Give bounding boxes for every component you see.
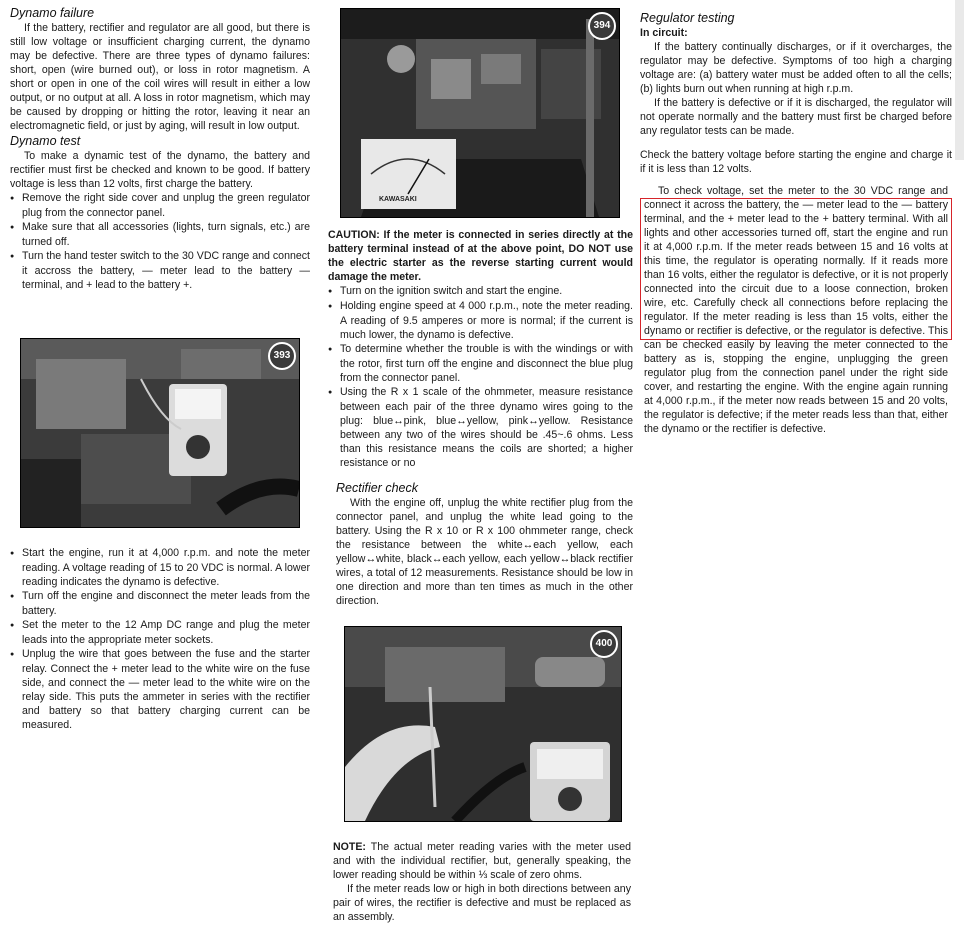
figure-number-badge: 393 xyxy=(268,342,296,370)
meter-brand-label: KAWASAKI xyxy=(379,196,417,203)
heading-dynamo-test: Dynamo test xyxy=(10,134,81,148)
list-item: ● Turn on the ignition switch and start the engine. xyxy=(328,284,633,299)
note-text: The actual meter reading varies with the meter used and with the individual rectifier, but, generally speaking, the lower reading should be within ⅓ scale of zero ohms. xyxy=(333,841,631,881)
photo-394-illustration xyxy=(341,9,619,217)
caution-text: CAUTION: If the meter is connected in series directly at the battery terminal instead of at the above point, DO NOT use the electric starter as the reverse starting current would damage the meter. xyxy=(328,229,633,283)
final-paragraph: If the meter reads low or high in both directions between any pair of wires, the rectifier is defective and must be replaced as an assembly. xyxy=(333,883,631,923)
photo-400 xyxy=(344,626,622,822)
regulator-paragraph-4: To check voltage, set the meter to the 30 VDC range and connect it across the battery, the — meter lead to the — battery terminal, and the + meter lead to the + battery terminal. With all lights and other accessories turned off, start the engine and run it at 4,000 r.p.m. If the meter reads between 15 and 16 volts at this time, the regulator is operating normally. If it reads more than 16 volts, either the regulator is defective, or it is not properly connected into the circuit due to a loose connection, broken wire, etc. Carefully check all connections before replacing the regulator. If the meter reading is less than 15 volts, either the dynamo or rectifier is defective, or the regulator is defective. This can be checked easily by leaving the meter connected to the battery as is, stopping the engine, unplugging the green regulator plug from the connection panel under the right side cover, and restarting the engine. With the engine again running at 4,000 r.p.m., if the meter now reads between 15 and 20 volts, the regulator is defective; if the meter reads less than that, either the dynamo or the rectifier is defective. xyxy=(644,185,948,435)
list-item: ● To determine whether the trouble is with the windings or with the rotor, first turn off the engine and disconnect the blue plug from the connector panel. xyxy=(328,342,633,385)
column-middle xyxy=(328,228,633,608)
note-label: NOTE: xyxy=(333,841,366,853)
dynamo-test-paragraph: To make a dynamic test of the dynamo, the battery and rectifier must first be checked and known to be good. If battery voltage is less than 12 volts, first charge the battery. xyxy=(10,150,310,190)
list-item: ● Make sure that all accessories (lights, turn signals, etc.) are turned off. xyxy=(10,220,310,249)
column-left-lower xyxy=(10,546,310,732)
heading-regulator-testing: Regulator testing xyxy=(640,11,735,25)
list-item: ● Using the R x 1 scale of the ohmmeter, measure resistance between each pair of the three dynamo wires going to the plug: blue↔pink, blue↔yellow, pink↔yellow. Resistance between any two of the wires should be .45~.6 ohms. Less than this resistance means the coils are shorted; a higher resistance or no xyxy=(328,385,633,470)
list-item: ● Set the meter to the 12 Amp DC range and plug the meter leads into the appropriate meter sockets. xyxy=(10,618,310,647)
figure-number-badge: 400 xyxy=(590,630,618,658)
list-item: ● Remove the right side cover and unplug the green regulator plug from the connector panel. xyxy=(10,191,310,220)
heading-rectifier-check: Rectifier check xyxy=(336,481,418,495)
in-circuit-label: In circuit: xyxy=(640,27,688,39)
list-item: ● Holding engine speed at 4 000 r.p.m., note the meter reading. A reading of 9.5 amperes or more is normal; if the current is much lower, the dynamo is defective. xyxy=(328,299,633,342)
figure-number-badge: 394 xyxy=(588,12,616,40)
column-middle-lower xyxy=(333,840,631,924)
list-item: ● Turn off the engine and disconnect the meter leads from the battery. xyxy=(10,589,310,618)
column-right xyxy=(640,0,952,436)
photo-394 xyxy=(340,8,620,218)
list-item: ● Unplug the wire that goes between the fuse and the starter relay. Connect the + meter lead to the white wire on the fuse side, and connect the — meter lead to the white wire on the relay side. This puts the ammeter in series with the rectifier and battery so that battery charging current can be measured. xyxy=(10,647,310,732)
column-left xyxy=(10,0,310,292)
list-item: ● Turn the hand tester switch to the 30 VDC range and connect it accross the battery, — meter lead to the battery — terminal, and + lead to the battery +. xyxy=(10,249,310,292)
regulator-paragraph-1: If the battery continually discharges, or if it overcharges, the regulator may be defective. Symptoms of too high a charging voltage are: (a) battery water must be added often to all the cells; (b) lights burn out when running at high r.p.m. xyxy=(640,41,952,95)
photo-393-illustration xyxy=(21,339,299,527)
regulator-paragraph-3: Check the battery voltage before starting the engine and charge it if it is less than 12 volts. xyxy=(640,149,952,175)
dynamo-failure-paragraph: If the battery, rectifier and regulator are all good, but there is still low voltage or insufficient charging current, the dynamo may be defective. There are three types of dynamo failures: short, open (wire burned out), or loss in rotor magnetism. A short or open in one of the coil wires will result in either a low output, or no output at all. A loss in rotor magnetism, which may be caused by dropping or hitting the rotor, leaving it near an electromagnetic field, or just by aging, will result in low output. xyxy=(10,22,310,132)
adjacent-page-edge xyxy=(955,0,964,160)
photo-393 xyxy=(20,338,300,528)
regulator-paragraph-2: If the battery is defective or if it is discharged, the regulator will not operate normally and the battery must first be charged before any regulator tests can be made. xyxy=(640,97,952,137)
list-item: ● Start the engine, run it at 4,000 r.p.m. and note the meter reading. A voltage reading of 15 to 20 VDC is normal. A lower reading indicates the dynamo is defective. xyxy=(10,546,310,589)
heading-dynamo-failure: Dynamo failure xyxy=(10,6,95,20)
photo-400-illustration xyxy=(345,627,621,821)
rectifier-paragraph: With the engine off, unplug the white rectifier plug from the connector panel, and unplug the white lead going to the battery. Using the R x 10 or R x 100 ohmmeter range, check the resistance between the white↔each yellow, each yellow↔white, black↔each yellow, each yellow↔black rectifier wires, a total of 12 measurements. Resistance should be low in one direction and more than ten times as much in the other direction. xyxy=(336,497,633,607)
note-paragraph xyxy=(333,840,631,882)
